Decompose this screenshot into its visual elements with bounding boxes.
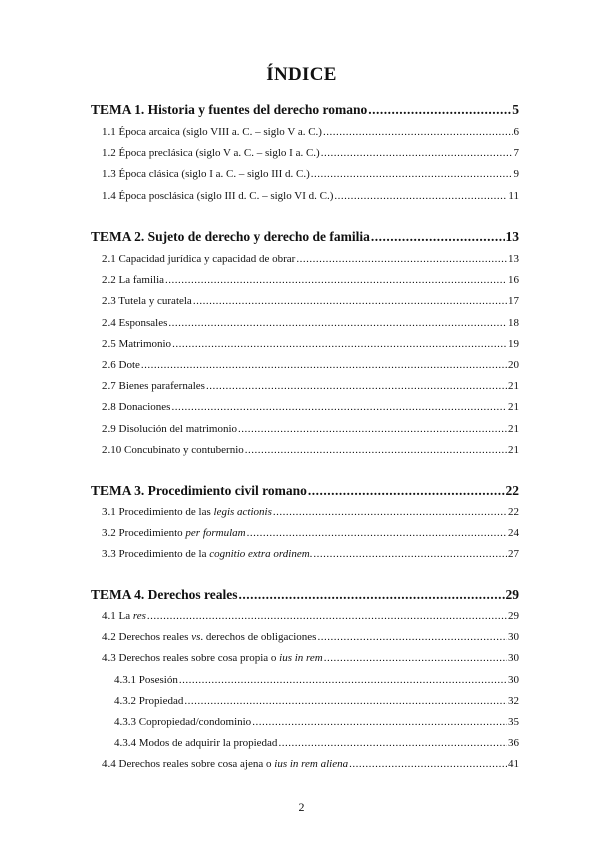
dot-leader — [317, 630, 507, 644]
toc-subentry[interactable] — [102, 630, 519, 644]
toc-entry-title-part: 4.3.1 Posesión — [114, 673, 178, 686]
toc-page-number: 27 — [508, 548, 519, 561]
toc-subentry[interactable] — [102, 337, 519, 351]
toc-entry-title — [114, 673, 178, 687]
toc-subentry[interactable] — [102, 526, 519, 540]
toc-entry-title-italic: legis actionis — [213, 506, 272, 518]
toc-entry-title-italic: ius in rem aliena — [274, 758, 349, 771]
dot-leader — [141, 358, 507, 372]
toc-subsubentry[interactable] — [114, 736, 519, 750]
dot-leader — [184, 694, 507, 708]
toc-entry-title-part: 4.3.3 Copropiedad/condominio — [114, 716, 252, 728]
dot-leader — [168, 316, 507, 330]
dot-leader — [247, 526, 507, 540]
dot-leader — [165, 273, 507, 287]
toc-section-heading[interactable] — [91, 586, 519, 603]
toc-entry-title-part: 1.3 Época clásica (siglo I a. C. – siglo III d. C.) — [102, 168, 310, 181]
dot-leader — [371, 228, 505, 245]
dot-leader — [321, 146, 513, 160]
dot-leader — [245, 443, 507, 457]
toc-entry-title — [102, 422, 237, 436]
toc-entry-title — [102, 379, 205, 393]
toc-page-number: 9 — [513, 168, 519, 181]
toc-entry-title — [102, 337, 171, 351]
toc-subsubentry[interactable] — [114, 715, 519, 729]
dot-leader — [311, 167, 513, 181]
dot-leader — [172, 337, 507, 351]
toc-entry-title-part: 1.4 Época posclásica (siglo III d. C. – siglo VI d. C.) — [102, 189, 334, 202]
toc-page-number: 41 — [508, 758, 519, 771]
toc-subentry[interactable] — [102, 252, 519, 266]
toc-entry-title-part: 1.1 Época arcaica (siglo VIII a. C. – siglo V a. C.) — [102, 126, 322, 138]
toc-page-number: 11 — [508, 189, 519, 202]
toc-entry-title-part: . — [309, 548, 313, 561]
toc-subentry[interactable] — [102, 609, 519, 623]
toc-entry-title-part: 4.4 Derechos reales sobre cosa ajena o — [102, 758, 275, 771]
toc-page-number: 21 — [508, 380, 519, 393]
toc-entry-title-part: 2.9 Disolución del matrimonio — [102, 422, 238, 435]
toc-entry-title — [114, 694, 183, 708]
toc-page-number: 6 — [513, 126, 519, 138]
toc-subentry[interactable] — [102, 316, 519, 330]
toc-entry-title — [102, 189, 333, 203]
page-number: 2 — [298, 800, 305, 814]
dot-leader — [296, 252, 507, 266]
toc-entry-title — [102, 146, 320, 160]
toc-subentry[interactable] — [102, 400, 519, 414]
toc-entry-title-italic: res — [132, 610, 146, 622]
toc-entry-title — [102, 316, 167, 330]
toc-entry-title-italic: ius in rem — [279, 652, 323, 665]
toc-entry-title-part: 4.2 Derechos reales — [102, 631, 192, 644]
dot-leader — [368, 101, 511, 118]
toc-entry-title-part: 4.3.4 Modos de adquirir la propiedad — [114, 737, 278, 750]
dot-leader — [193, 294, 507, 308]
toc-section-heading[interactable] — [91, 101, 519, 118]
toc-page-number: 17 — [508, 295, 519, 308]
toc-entry-title-italic: vs — [191, 631, 201, 644]
toc-subentry[interactable] — [102, 379, 519, 393]
toc-entry-title-part: 2.3 Tutela y curatela — [102, 295, 192, 308]
toc-entry-title-part: 2.4 Esponsales — [102, 316, 168, 329]
toc-entry-title-part: 4.1 La — [102, 610, 133, 622]
toc-page-number: 36 — [508, 737, 519, 750]
toc-section-title: TEMA 2. Sujeto de derecho y derecho de familia — [91, 229, 370, 244]
toc-entry-title — [102, 651, 323, 665]
toc-page-number: 29 — [505, 587, 519, 602]
toc-entry-title — [102, 273, 164, 287]
toc-subentry[interactable] — [102, 294, 519, 308]
toc-subentry[interactable] — [102, 757, 519, 771]
toc-page-number: 21 — [508, 401, 519, 414]
toc-entry-title-part: 2.6 Dote — [102, 359, 140, 371]
toc-page-number: 32 — [508, 694, 519, 707]
toc-page-number: 13 — [505, 229, 519, 244]
toc-subentry[interactable] — [102, 422, 519, 436]
toc-subentry[interactable] — [102, 505, 519, 519]
toc-entry-title — [102, 252, 295, 266]
toc-section-title: TEMA 3. Procedimiento civil romano — [91, 483, 307, 498]
toc-page-number: 22 — [508, 506, 519, 518]
toc-subsubentry[interactable] — [114, 673, 519, 687]
toc-entry-title — [102, 400, 170, 414]
dot-leader — [324, 651, 507, 665]
dot-leader — [252, 715, 507, 729]
toc-subentry[interactable] — [102, 146, 519, 160]
toc-entry-title — [102, 526, 246, 540]
toc-entry-title — [114, 715, 251, 729]
toc-entry-title-part: 2.1 Capacidad jurídica y capacidad de obrar — [102, 253, 296, 265]
toc-page-number: 21 — [508, 422, 519, 435]
toc-subentry[interactable] — [102, 125, 519, 139]
toc-entry-title-part: 2.2 La familia — [102, 274, 165, 287]
toc-page-number: 20 — [508, 359, 519, 371]
toc-page-number: 21 — [508, 443, 519, 456]
toc-subentry[interactable] — [102, 443, 519, 457]
toc-section-title: TEMA 4. Derechos reales — [91, 587, 238, 602]
toc-page-number: 35 — [508, 716, 519, 728]
toc-subentry[interactable] — [102, 273, 519, 287]
toc-page-number: 30 — [508, 673, 519, 686]
toc-section-heading[interactable] — [91, 228, 519, 245]
toc-entry-title-part: 4.3.2 Propiedad — [114, 694, 184, 707]
toc-entry-title-part: 2.7 Bienes parafernales — [102, 380, 205, 393]
dot-leader — [238, 586, 504, 603]
dot-leader — [238, 422, 507, 436]
toc-subentry[interactable] — [102, 547, 519, 561]
toc-subentry[interactable] — [102, 651, 519, 665]
dot-leader — [278, 736, 507, 750]
toc-entry-title-part: . derechos de obligaciones — [200, 631, 317, 644]
toc-page-number: 30 — [508, 652, 519, 665]
toc-subsubentry[interactable] — [114, 694, 519, 708]
toc-entry-title-italic: cognitio extra ordinem — [209, 548, 310, 561]
toc-entry-title — [102, 167, 310, 181]
toc-entry-title — [114, 736, 277, 750]
toc-page-number: 29 — [508, 610, 519, 622]
dot-leader — [273, 505, 507, 519]
toc-page-number: 7 — [513, 147, 519, 160]
toc-entry-title-italic: per formulam — [185, 527, 246, 540]
toc-page-number: 16 — [508, 274, 519, 287]
dot-leader — [334, 189, 507, 203]
toc-entry-title — [102, 358, 140, 372]
toc-section-heading[interactable] — [91, 482, 519, 499]
toc-entry-title — [102, 125, 322, 139]
dot-leader — [323, 125, 513, 139]
toc-page-number: 24 — [508, 527, 519, 540]
toc-page-number: 30 — [508, 631, 519, 644]
toc-entry-title — [102, 609, 146, 623]
dot-leader — [171, 400, 507, 414]
toc-entry-title-part: 2.8 Donaciones — [102, 401, 171, 414]
toc-entry-title-part: 2.5 Matrimonio — [102, 337, 172, 350]
toc-entry-title — [102, 547, 312, 561]
toc-entry-title — [102, 757, 348, 771]
toc-subentry[interactable] — [102, 167, 519, 181]
toc-entry-title-part: 4.3 Derechos reales sobre cosa propia o — [102, 652, 280, 665]
toc-entry-title-part: 1.2 Época preclásica (siglo V a. C. – siglo I a. C.) — [102, 147, 320, 160]
toc-subentry[interactable] — [102, 358, 519, 372]
toc-page-number: 18 — [508, 316, 519, 329]
toc-entry-title-part: 3.2 Procedimiento — [102, 527, 186, 540]
toc-page-number: 22 — [505, 483, 519, 498]
toc-subentry[interactable] — [102, 189, 519, 203]
toc-entry-title — [102, 505, 272, 519]
toc-section-title: TEMA 1. Historia y fuentes del derecho romano — [91, 102, 368, 117]
dot-leader — [349, 757, 507, 771]
dot-leader — [308, 482, 505, 499]
dot-leader — [147, 609, 507, 623]
toc-entry-title-part: 3.1 Procedimiento de las — [102, 506, 214, 518]
toc-page-number: 19 — [508, 337, 519, 350]
dot-leader — [206, 379, 507, 393]
page-title: ÍNDICE — [266, 64, 337, 85]
toc-entry-title — [102, 294, 192, 308]
toc-page-number: 5 — [512, 102, 519, 117]
dot-leader — [313, 547, 507, 561]
toc-entry-title-part: 3.3 Procedimiento de la — [102, 548, 210, 561]
toc-entry-title — [102, 630, 316, 644]
toc-entry-title-part: 2.10 Concubinato y contubernio — [102, 443, 244, 456]
dot-leader — [179, 673, 507, 687]
toc-page-number: 13 — [508, 253, 519, 265]
toc-entry-title — [102, 443, 244, 457]
